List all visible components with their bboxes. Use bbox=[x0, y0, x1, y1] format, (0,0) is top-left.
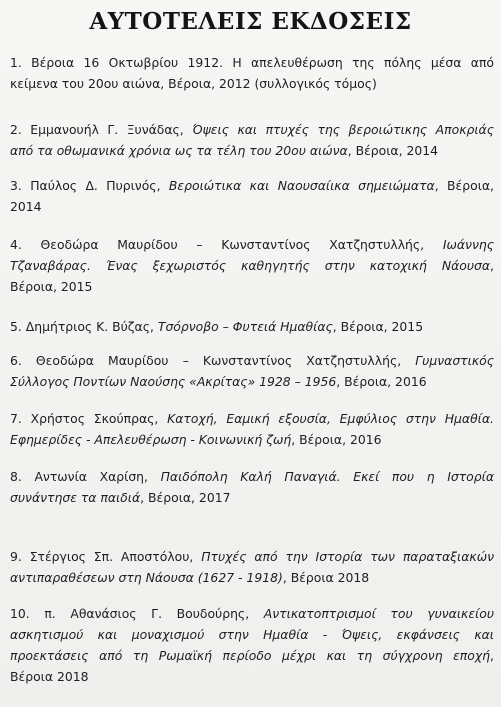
entry-text: , Βέροια 2018 bbox=[282, 570, 370, 585]
entry-line bbox=[10, 234, 494, 255]
list-item bbox=[10, 603, 494, 687]
list-item bbox=[10, 408, 494, 450]
entry-text: , bbox=[490, 648, 494, 663]
entry-line bbox=[10, 175, 494, 196]
list-item bbox=[10, 316, 494, 337]
entry-title: Πτυχές από την Ιστορία των παραταξιακών bbox=[201, 549, 495, 564]
entry-text: 6. Θεοδώρα Μαυρίδου – Κωνσταντίνος Χατζηστυλλής, bbox=[10, 353, 416, 368]
entry-title: Κατοχή, Εαμική εξουσία, Εμφύλιος στην Ημαθία. bbox=[167, 411, 494, 426]
entry-line bbox=[10, 52, 494, 73]
entry-text: , Βέροια, 2016 bbox=[336, 374, 427, 389]
entry-line bbox=[10, 603, 494, 624]
entry-text: 1. Βέροια 16 Οκτωβρίου 1912. Η απελευθέρωση της πόλης μέσα από bbox=[10, 55, 494, 70]
entry-text: , Βέροια, 2016 bbox=[291, 432, 382, 447]
entry-title: Βεροιώτικα και Ναουσαίικα σημειώματα bbox=[168, 178, 435, 193]
list-item bbox=[10, 466, 494, 508]
entry-line bbox=[10, 276, 494, 297]
entry-line bbox=[10, 645, 494, 666]
entry-line bbox=[10, 73, 494, 94]
entry-text: 8. Αντωνία Χαρίση, bbox=[10, 469, 161, 484]
entry-text: 5. Δημήτριος Κ. Βύζας, bbox=[10, 319, 158, 334]
list-item bbox=[10, 234, 494, 297]
entry-line bbox=[10, 429, 494, 450]
entry-line bbox=[10, 466, 494, 487]
entry-line bbox=[10, 546, 494, 567]
list-item bbox=[10, 546, 494, 588]
entry-title: Σύλλογος Ποντίων Ναούσης «Ακρίτας» 1928 – 1956 bbox=[10, 374, 337, 389]
entry-title: Τζαναβάρας. Ένας ξεχωριστός καθηγητής στην κατοχική Νάουσα bbox=[10, 258, 491, 273]
entry-text: , Βέροια, bbox=[434, 178, 494, 193]
entry-text: 2. Εμμανουήλ Γ. Ξυνάδας, bbox=[10, 122, 193, 137]
entry-line bbox=[10, 255, 494, 276]
entry-text: 4. Θεοδώρα Μαυρίδου – Κωνσταντίνος Χατζηστυλλής, bbox=[10, 237, 443, 252]
entry-text: 7. Χρήστος Σκούπρας, bbox=[10, 411, 168, 426]
entry-line bbox=[10, 316, 494, 337]
entry-line bbox=[10, 487, 494, 508]
entry-line bbox=[10, 666, 494, 687]
entry-title: Παιδόπολη Καλή Παναγιά. Εκεί που η Ιστορία bbox=[160, 469, 494, 484]
list-item bbox=[10, 119, 494, 161]
entry-text: Βέροια 2018 bbox=[10, 669, 89, 684]
entry-text: κείμενα του 20ου αιώνα, Βέροια, 2012 (συλλογικός τόμος) bbox=[10, 76, 377, 91]
entry-line bbox=[10, 567, 494, 588]
entry-title: Αντικατοπτρισμοί του γυναικείου bbox=[263, 606, 494, 621]
entry-line bbox=[10, 140, 494, 161]
page-title: ΑΥΤΟΤΕΛΕΙΣ ΕΚΔΟΣΕΙΣ bbox=[89, 8, 412, 35]
entry-line bbox=[10, 624, 494, 645]
entry-line bbox=[10, 196, 494, 217]
entry-text: 10. π. Αθανάσιος Γ. Βουδούρης, bbox=[10, 606, 264, 621]
entry-text: Βέροια, 2015 bbox=[10, 279, 93, 294]
entry-title: Ιωάννης bbox=[442, 237, 494, 252]
entry-title: Γυμναστικός bbox=[415, 353, 494, 368]
list-item bbox=[10, 350, 494, 392]
entry-title: Όψεις και πτυχές της βεροιώτικης Αποκριάς bbox=[192, 122, 494, 137]
entry-text: , Βέροια, 2014 bbox=[347, 143, 438, 158]
entry-line bbox=[10, 119, 494, 140]
entry-title: αντιπαραθέσεων στη Νάουσα (1627 - 1918) bbox=[10, 570, 283, 585]
entry-title: Τσόρνοβο – Φυτειά Ημαθίας bbox=[157, 319, 333, 334]
list-item bbox=[10, 52, 494, 94]
entry-title: από τα οθωμανικά χρόνια ως τα τέλη του 20ου αιώνα bbox=[10, 143, 348, 158]
entry-title: Εφημερίδες - Απελευθέρωση - Κοινωνική ζωή bbox=[10, 432, 292, 447]
entry-text: 3. Παύλος Δ. Πυρινός, bbox=[10, 178, 169, 193]
list-item bbox=[10, 175, 494, 217]
entry-line bbox=[10, 350, 494, 371]
entry-title: προεκτάσεις από τη Ρωμαϊκή περίοδο μέχρι και τη σύγχρονη εποχή bbox=[10, 648, 491, 663]
entry-text: , Βέροια, 2015 bbox=[332, 319, 424, 334]
entry-title: συνάντησε τα παιδιά bbox=[10, 490, 141, 505]
entry-line bbox=[10, 371, 494, 392]
entry-text: 2014 bbox=[10, 199, 42, 214]
entry-text: 9. Στέργιος Σπ. Αποστόλου, bbox=[10, 549, 202, 564]
entry-comma: , bbox=[490, 258, 494, 273]
entry-text: , Βέροια, 2017 bbox=[140, 490, 231, 505]
entry-line bbox=[10, 408, 494, 429]
entry-title: ασκητισμού και μοναχισμού στην Ημαθία - Όψεις, εκφάνσεις και bbox=[10, 627, 494, 642]
